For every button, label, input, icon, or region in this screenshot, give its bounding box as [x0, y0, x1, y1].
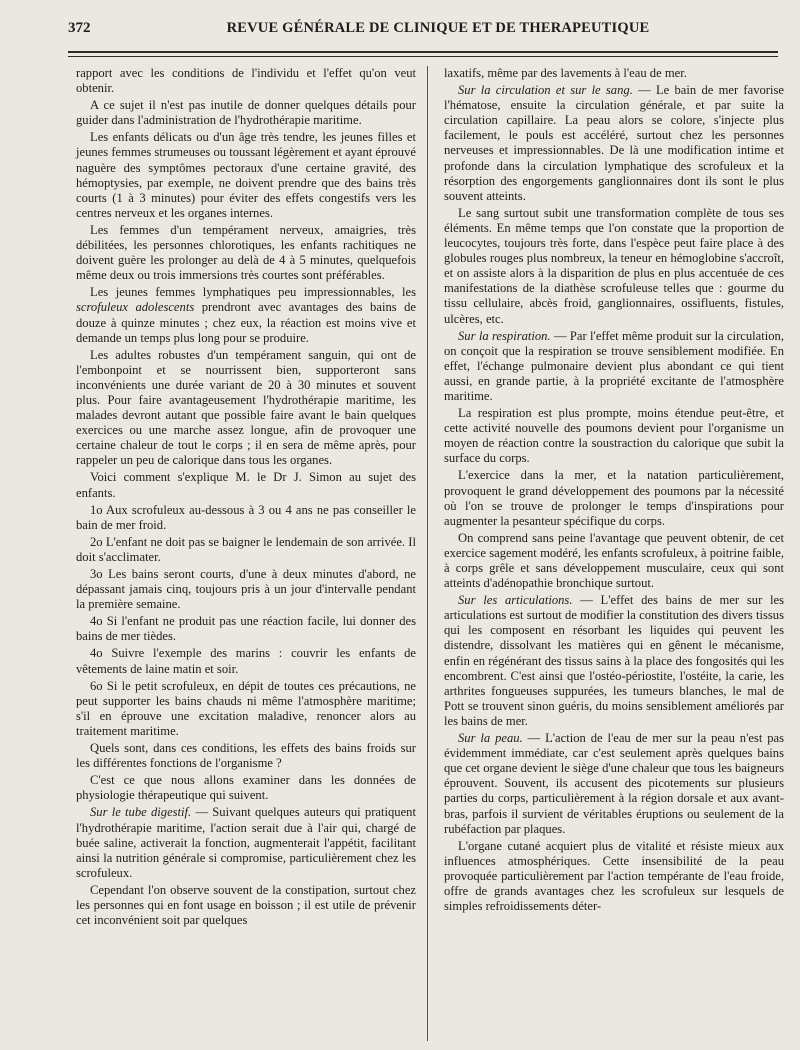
header-rule — [68, 51, 778, 53]
running-title: REVUE GÉNÉRALE DE CLINIQUE ET DE THERAPEUTIQUE — [226, 20, 650, 36]
paragraph-text: — Par l'effet même produit sur la circulation, on conçoit que la respiration se trouve sensiblement modifiée. En effet, l'échange pulmonaire devient plus abondant ce qui tient aussi, en grande partie, à la propriété excitante de l'atmosphère maritime. — [444, 328, 784, 403]
paragraph — [444, 83, 784, 204]
paragraph: Quels sont, dans ces conditions, les effets des bains froids sur les différentes fonctions de l'organisme ? — [76, 741, 416, 771]
paragraph: 2o L'enfant ne doit pas se baigner le lendemain de son arrivée. Il doit s'acclimater. — [76, 534, 416, 564]
paragraph — [76, 285, 416, 345]
right-column — [438, 66, 784, 1041]
paragraph: L'exercice dans la mer, et la natation particulièrement, provoquent le grand développement des poumons par la nécessité où l'on se trouve de prolonger le temps d'inspirations pour augmenter la pesanteur spécifique du corps. — [444, 468, 784, 528]
column-divider — [427, 66, 428, 1041]
paragraph: 1o Aux scrofuleux au-dessous à 3 ou 4 ans ne pas conseiller le bain de mer froid. — [76, 502, 416, 532]
paragraph: Les adultes robustes d'un tempérament sanguin, qui ont de l'embonpoint et se nourrissent bien, supporteront sans inconvénients une durée variant de 20 à 30 minutes et souvent plus. Pour faire avantageusement l'hydrothérapie maritime, les malades devront autant que possible faire avant le bain quelques exercices ou une marche assez longue, afin de provoquer une certaine chaleur de tout le corps ; il en sera de même après, pour rappeler un peu de calorique dans tous les organes. — [76, 347, 416, 468]
paragraph-text: — Suivant quelques auteurs qui pratiquent l'hydrothérapie maritime, l'action serait due à l'air qui, chargé de buée saline, activerait la fonction, augmenterait l'appétit, facilitant ainsi la nutrition générale si compromise, particulièrement chez les scrofuleux. — [76, 805, 416, 880]
paragraph — [444, 593, 784, 729]
paragraph: La respiration est plus prompte, moins étendue peut-être, et cette activité nouvelle des poumons devient pour l'organisme un moyen de réaction contre la soustraction du calorique que subit la surface du corps. — [444, 406, 784, 466]
paragraph: 3o Les bains seront courts, d'une à deux minutes d'abord, ne dépassant jamais cinq, toujours pris à un jour d'intervalle pendant la première semaine. — [76, 567, 416, 612]
section-subheading: Sur la circulation et sur le sang. — [458, 83, 633, 98]
paragraph: 4o Suivre l'exemple des marins : couvrir les enfants de vêtements de laine matin et soir. — [76, 646, 416, 676]
left-column — [68, 66, 416, 1041]
paragraph: 6o Si le petit scrofuleux, en dépit de toutes ces précautions, ne peut supporter les bains chauds ni même l'atmosphère maritime; s'il en éprouve une excitation maladive, renoncer alors au traitement maritime. — [76, 678, 416, 738]
paragraph-text: prendront avec avantages des bains de douze à quinze minutes ; chez eux, la réaction est moins vive et demande un temps plus long pour se produire. — [76, 300, 416, 345]
paragraph: Le sang surtout subit une transformation complète de tous ses éléments. En même temps que l'on constate que la proportion de leucocytes, toujours très forte, dans l'espèce peut faire place à des globules rouges plus nombreux, la teneur en hémoglobine s'accroît, et on assiste alors à la disparition de plus en plus accentuée de ces manifestations de la diathèse scrofuleuse telles que : gourme du tissu cellulaire, abcès froid, ganglionnaires, ossifluents, fistules, ulcères, etc. — [444, 205, 784, 326]
paragraph — [444, 329, 784, 404]
paragraph-text: — L'action de l'eau de mer sur la peau n'est pas évidemment immédiate, car c'est seulement après quelques bains que cet organe devient le siège d'une chaleur que tous les baigneurs éprouvent. Souvent, ils accusent des picotements sur plusieurs parties du corps, particulièrement à la région dorsale et aux avant-bras, parfois il survient de véritables éruptions ou seulement de la rubéfaction par plaques. — [444, 731, 784, 836]
paragraph: L'organe cutané acquiert plus de vitalité et résiste mieux aux influences atmosphériques. Cette insensibilité de la peau provoquée particulièrement par l'action tempérante de l'eau froide, offre de grands avantages chez les scrofuleux sur lesquels de simples refroidissements déter- — [444, 838, 784, 914]
text-columns — [68, 66, 784, 1041]
section-subheading: Sur les articulations. — [458, 593, 573, 608]
paragraph — [444, 731, 784, 837]
paragraph-text: — L'effet des bains de mer sur les articulations est surtout de modifier la constitution des divers tissus qui les composent en résorbant les liquides qui peuvent les distendre, dissolvant les matières qui en gênent le mécanisme, enfin en régénérant des tissus sains à la place des fongosités qui les encombrent. C'est ainsi que l'ostéo-périostite, l'ostéite, la carie, les arthrites fongueuses suppurées, les tumeurs blanches, le mal de Pott se trouvent sinon guéris, du moins sensiblement améliorés par les bains de mer. — [444, 593, 784, 728]
page-header — [68, 20, 778, 50]
section-subheading: Sur la peau. — [458, 731, 523, 746]
paragraph: On comprend sans peine l'avantage que peuvent obtenir, de cet exercice sagement modéré, les enfants scrofuleux, à poitrine faible, à corps grêle et sans développement musculaire, ceux qui sont atteints d'adénopathie bronchique surtout. — [444, 530, 784, 591]
paragraph — [76, 805, 416, 880]
paragraph: rapport avec les conditions de l'individu et l'effet qu'on veut obtenir. — [76, 66, 416, 96]
page-number: 372 — [68, 20, 91, 36]
paragraph: 4o Si l'enfant ne produit pas une réaction facile, lui donner des bains de mer tièdes. — [76, 614, 416, 644]
paragraph-text: Les jeunes femmes lymphatiques peu impressionnables, les — [90, 285, 416, 300]
emphasis-text: scrofuleux adolescents — [76, 300, 195, 315]
paragraph: Voici comment s'explique M. le Dr J. Simon au sujet des enfants. — [76, 470, 416, 500]
header-rule-thin — [68, 56, 778, 57]
paragraph: Cependant l'on observe souvent de la constipation, surtout chez les personnes qui en font usage en boisson ; il est utile de prévenir cet inconvénient soit par quelques — [76, 882, 416, 928]
paragraph: laxatifs, même par des lavements à l'eau de mer. — [444, 66, 687, 80]
paragraph: C'est ce que nous allons examiner dans les données de physiologie thérapeutique qui suivent. — [76, 773, 416, 803]
paragraph-text: — Le bain de mer favorise l'hématose, ensuite la circulation générale, et par suite la circulation capillaire. La peau alors se colore, s'injecte plus facilement, le pouls est accéléré, surtout chez les personnes nerveuses et impressionnables. De là une modification intime et profonde dans la circulation lymphatique des scrofuleux et la résorption des engorgements ganglionnaires dont ils sont le plus souvent atteints. — [444, 83, 784, 203]
section-subheading: Sur la respiration. — [458, 328, 551, 343]
paragraph: Les femmes d'un tempérament nerveux, amaigries, très débilitées, les personnes chlorotiques, les enfants rachitiques ne doivent guère les prolonger au delà de 4 à 5 minutes, quelquefois même deux ou trois immersions très courtes sont préférables. — [76, 222, 416, 283]
paragraph: A ce sujet il n'est pas inutile de donner quelques détails pour guider dans l'administration de l'hydrothérapie maritime. — [76, 98, 416, 128]
paragraph: Les enfants délicats ou d'un âge très tendre, les jeunes filles et jeunes femmes strumeuses ou toussant légèrement et ayant éprouvé naguère des symptômes pectoraux d'une certaine gravité, des hémoptysies, par exemple, ne doivent prendre que des bains très courts (1 à 3 minutes) pour éviter des effets congestifs vers les centres nerveux et les organes internes. — [76, 130, 416, 220]
section-subheading: Sur le tube digestif. — [90, 805, 192, 820]
